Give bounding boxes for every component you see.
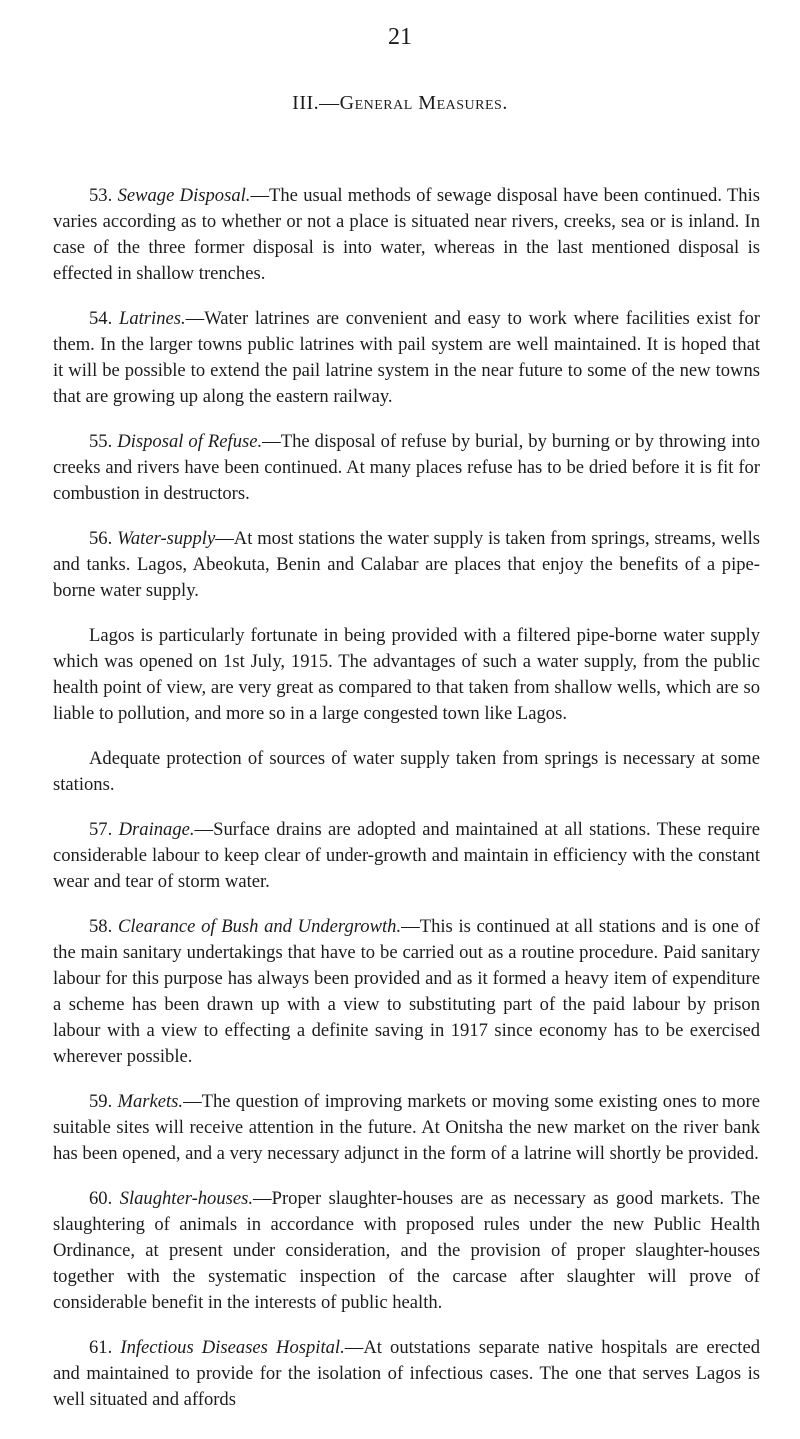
- paragraph-protection-of-sources: [53, 746, 760, 798]
- paragraph-text: —Surface drains are adopted and maintained at all stations. These require considerable labour to keep clear of under-growth and maintain in efficiency with the constant wear and tear of storm water.: [53, 819, 760, 892]
- paragraph-text: —This is continued at all stations and is one of the main sanitary undertakings that have to be carried out as a routine procedure. Paid sanitary labour for this purpose has always been provided and as it formed a heavy item of expenditure a scheme has been drawn up with a view to substituting part of the paid labour by prison labour with a view to effecting a definite saving in 1917 since economy has to be exercised wherever possible.: [53, 916, 760, 1067]
- paragraph-number: 54.: [89, 308, 113, 329]
- paragraph-58-clearance-of-bush: [53, 914, 760, 1070]
- paragraph-number: 60.: [89, 1188, 113, 1209]
- paragraph-title: Slaughter-houses.: [119, 1188, 254, 1209]
- paragraph-number: 61.: [89, 1337, 113, 1358]
- paragraph-number: 53.: [89, 185, 113, 206]
- paragraph-number: 56.: [89, 528, 113, 549]
- paragraph-title: Markets.: [117, 1091, 184, 1112]
- paragraph-61-infectious-diseases-hospital: [53, 1335, 760, 1413]
- paragraph-number: 57.: [89, 819, 113, 840]
- paragraph-53-sewage-disposal: [53, 183, 760, 287]
- paragraph-55-disposal-of-refuse: [53, 429, 760, 507]
- paragraph-title: Sewage Disposal.: [117, 185, 251, 206]
- paragraph-number: 55.: [89, 431, 113, 452]
- paragraph-number: 59.: [89, 1091, 113, 1112]
- paragraph-text: —The usual methods of sewage disposal have been continued. This varies according as to whether or not a place is situated near rivers, creeks, sea or is inland. In case of the three former disposal is into water, whereas in the last mentioned disposal is effected in shallow trenches.: [53, 185, 760, 284]
- section-heading: III.—General Measures.: [292, 92, 508, 114]
- paragraph-56-water-supply: [53, 526, 760, 604]
- paragraph-text: —Water latrines are convenient and easy to work where facilities exist for them. In the larger towns public latrines with pail system are well maintained. It is hoped that it will be possible to extend the pail latrine system in the near future to some of the new towns that are growing up along the eastern railway.: [53, 308, 760, 407]
- paragraph-59-markets: [53, 1089, 760, 1167]
- paragraph-text: Lagos is particularly fortunate in being provided with a filtered pipe-borne water supply which was opened on 1st July, 1915. The advantages of such a water supply, from the public health point of view, are very great as compared to that taken from shallow wells, which are so liable to pollution, and more so in a large congested town like Lagos.: [53, 625, 760, 724]
- paragraph-text: —Proper slaughter-houses are as necessary as good markets. The slaughtering of animals in accordance with proposed rules under the new Public Health Ordinance, at present under consideration, and the provision of proper slaughter-houses together with the systematic inspection of the carcase after slaughter will prove of considerable benefit in the interests of public health.: [53, 1188, 761, 1313]
- paragraph-text: Adequate protection of sources of water supply taken from springs is necessary at some stations.: [53, 748, 760, 795]
- paragraph-text: —At outstations separate native hospitals are erected and maintained to provide for the isolation of infectious cases. The one that serves Lagos is well situated and affords: [53, 1337, 760, 1410]
- paragraph-60-slaughter-houses: [53, 1186, 760, 1316]
- paragraph-text: —At most stations the water supply is taken from springs, streams, wells and tanks. Lagos, Abeokuta, Benin and Calabar are places that enjoy the benefits of a pipe-borne water supply.: [53, 528, 760, 601]
- paragraph-number: 58.: [89, 916, 113, 937]
- body-text: [53, 183, 760, 1432]
- paragraph-text: —The disposal of refuse by burial, by burning or by throwing into creeks and rivers have been continued. At many places refuse has to be dried before it is fit for combustion in destructors.: [53, 431, 760, 504]
- paragraph-lagos-water-supply: [53, 623, 760, 727]
- paragraph-text: —The question of improving markets or moving some existing ones to more suitable sites will receive attention in the future. At Onitsha the new market on the river bank has been opened, and a very necessary adjunct in the form of a latrine will shortly be provided.: [53, 1091, 760, 1164]
- paragraph-title: Drainage.: [118, 819, 195, 840]
- paragraph-title: Latrines.: [118, 308, 186, 329]
- paragraph-title: Infectious Diseases Hospital.: [120, 1337, 345, 1358]
- paragraph-title: Disposal of Refuse.: [117, 431, 263, 452]
- paragraph-title: Clearance of Bush and Undergrowth.: [117, 916, 402, 937]
- paragraph-54-latrines: [53, 306, 760, 410]
- paragraph-57-drainage: [53, 817, 760, 895]
- page-number: 21: [388, 24, 412, 50]
- paragraph-title: Water-supply: [117, 528, 216, 549]
